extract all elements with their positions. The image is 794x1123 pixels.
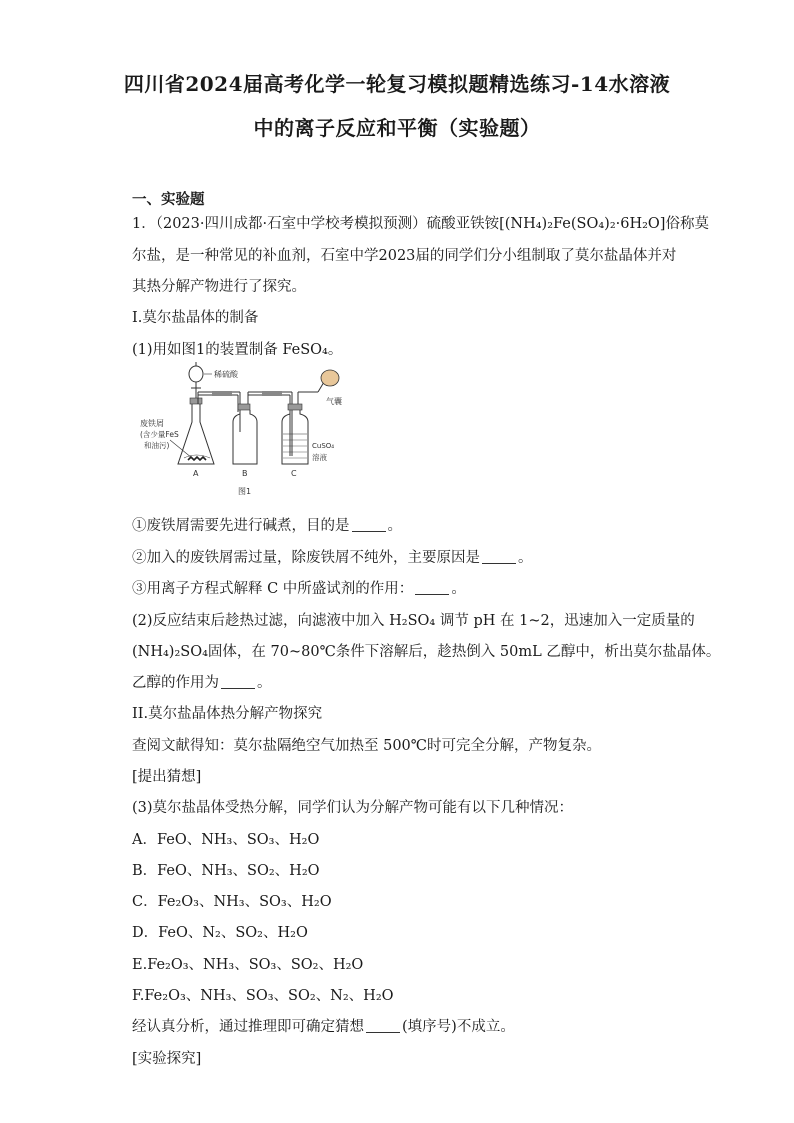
apparatus-figure xyxy=(140,360,365,500)
answer-blank xyxy=(366,1018,400,1033)
item-1-end: 。 xyxy=(387,518,402,534)
option-f: F.Fe₂O₃、NH₃、SO₃、SO₂、N₂、H₂O xyxy=(132,988,394,1004)
page-title-line2: 中的离子反应和平衡（实验题） xyxy=(253,116,541,140)
label-cuso4-2: 溶液 xyxy=(312,453,327,462)
label-scrap-2: (含少量FeS xyxy=(140,430,179,439)
subquestion-3: (3)莫尔盐晶体受热分解，同学们认为分解产物可能有以下几种情况： xyxy=(132,800,574,816)
label-A: A xyxy=(193,469,199,478)
option-a: A．FeO、NH₃、SO₃、H₂O xyxy=(132,832,320,848)
subquestion-2-line2: (NH₄)₂SO₄固体，在 70~80℃条件下溶解后，趁热倒入 50mL 乙醇中，析出莫尔盐晶体。 xyxy=(132,644,721,660)
figure-caption: 图1 xyxy=(238,487,252,496)
subquestion-2-line3 xyxy=(132,671,272,692)
subquestion-2-end: 。 xyxy=(257,675,272,691)
label-cuso4: CuSO₄ xyxy=(312,442,335,450)
item-1 xyxy=(132,514,402,535)
label-scrap-3: 和油污) xyxy=(144,441,170,450)
option-e: E.Fe₂O₃、NH₃、SO₃、SO₂、H₂O xyxy=(132,957,364,973)
section-heading: 一、实验题 xyxy=(132,191,205,208)
part-1-heading: I.莫尔盐晶体的制备 xyxy=(132,310,259,326)
label-C: C xyxy=(291,469,297,478)
label-dilute-acid: 稀硫酸 xyxy=(214,370,238,379)
item-2-end: 。 xyxy=(518,550,533,566)
subquestion-2-line1: (2)反应结束后趁热过滤，向滤液中加入 H₂SO₄ 调节 pH 在 1~2，迅速加入一定质量的 xyxy=(132,613,695,629)
item-3 xyxy=(132,577,466,598)
item-3-end: 。 xyxy=(451,581,466,597)
label-B: B xyxy=(242,469,248,478)
answer-blank xyxy=(415,580,449,595)
question-1-line1: 1．（2023·四川成都·石室中学校考模拟预测）硫酸亚铁铵[(NH₄)₂Fe(SO₄)₂·6H₂O]俗称莫 xyxy=(132,216,709,232)
page-title-line1: 四川省2024届高考化学一轮复习模拟题精选练习-14水溶液 xyxy=(123,72,671,96)
hypothesis-heading: [提出猜想] xyxy=(132,769,202,785)
conclusion-line xyxy=(132,1015,515,1036)
answer-blank xyxy=(352,517,386,532)
conclusion-text: 经认真分析，通过推理即可确定猜想 xyxy=(132,1019,364,1035)
part-2-heading: II.莫尔盐晶体热分解产物探究 xyxy=(132,706,323,722)
question-1-line2: 尔盐，是一种常见的补血剂，石室中学2023届的同学们分小组制取了莫尔盐晶体并对 xyxy=(132,248,677,264)
answer-blank xyxy=(482,549,516,564)
question-1-line3: 其热分解产物进行了探究。 xyxy=(132,279,306,295)
item-1-text: ①废铁屑需要先进行碱煮，目的是 xyxy=(132,518,350,534)
option-c: C．Fe₂O₃、NH₃、SO₃、H₂O xyxy=(132,894,332,910)
option-b: B．FeO、NH₃、SO₂、H₂O xyxy=(132,863,320,879)
label-scrap: 废铁屑 xyxy=(140,419,164,428)
literature-note: 查阅文献得知：莫尔盐隔绝空气加热至 500℃时可完全分解，产物复杂。 xyxy=(132,738,602,754)
conclusion-end: (填序号)不成立。 xyxy=(402,1019,515,1035)
subquestion-2-text: 乙醇的作用为 xyxy=(132,675,219,691)
option-d: D．FeO、N₂、SO₂、H₂O xyxy=(132,925,308,941)
experiment-heading: [实验探究] xyxy=(132,1051,202,1067)
item-3-text: ③用离子方程式解释 C 中所盛试剂的作用： xyxy=(132,581,414,597)
item-2-text: ②加入的废铁屑需过量，除废铁屑不纯外，主要原因是 xyxy=(132,550,480,566)
label-gas-bag: 气囊 xyxy=(326,397,342,406)
subquestion-1: (1)用如图1的装置制备 FeSO₄。 xyxy=(132,342,343,358)
item-2 xyxy=(132,546,533,567)
answer-blank xyxy=(221,674,255,689)
